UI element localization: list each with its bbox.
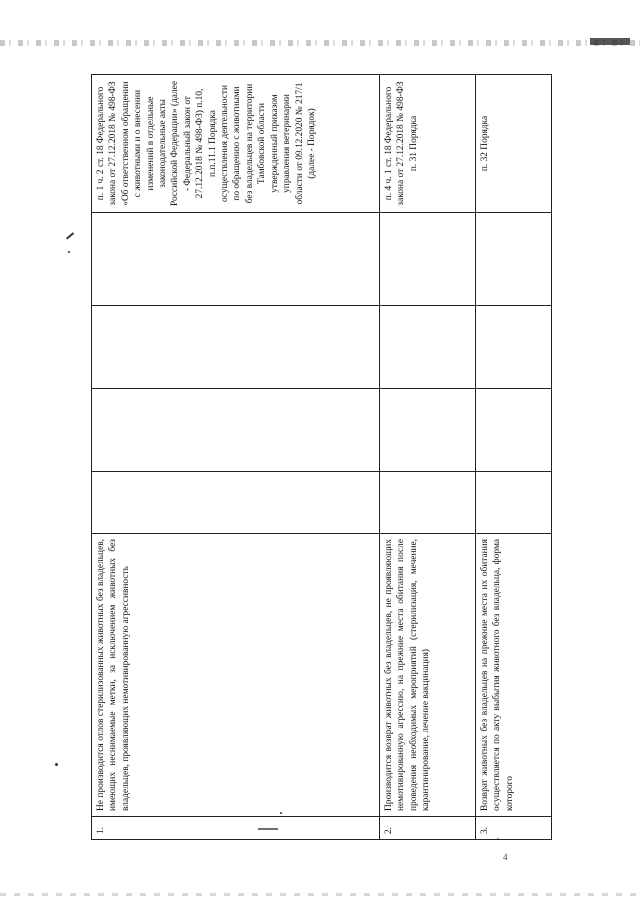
empty-cell <box>92 213 380 306</box>
legal-reference: п. 1 ч. 2 ст. 18 Федерального закона от 27.12.2018 № 498-ФЗ «Об ответственном обращении с животными и о внесении изменений в отдельные законодательные акты Российской Федерации» (далее - Федеральный закон от 27.12.2018 № 498-ФЗ) п.10, п.п.11.1 Порядка осуществления деятельности по обращению с животными без владельцев на территории Тамбовской области утвержденный приказом управления ветеринарии области от 09.12.2020 № 217/1 (далее - Порядок) <box>92 75 380 213</box>
row-number: 1. <box>92 817 380 840</box>
row-number: 2. <box>380 817 476 840</box>
table-row <box>476 75 552 840</box>
empty-cell <box>476 472 552 534</box>
scan-speck <box>55 763 58 766</box>
scan-speck <box>68 251 70 253</box>
empty-cell <box>476 389 552 472</box>
table-row <box>92 75 380 840</box>
checklist-table <box>91 74 552 840</box>
empty-cell <box>92 389 380 472</box>
rotated-table-wrapper <box>91 75 551 840</box>
empty-cell <box>380 213 476 306</box>
row-number: 3. <box>476 817 552 840</box>
pen-mark <box>66 232 74 239</box>
empty-cell <box>92 306 380 389</box>
scan-speck <box>497 838 499 840</box>
legal-reference: п. 4 ч. 1 ст. 18 Федерального закона от 27.12.2018 № 498-ФЗ п. 31 Порядка <box>380 75 476 213</box>
scan-smudge <box>258 828 278 830</box>
scan-artifact-top <box>0 40 640 46</box>
requirement-text: Возврат животных без владельцев на прежние места их обитания осуществляется по акту выбытия животного без владельца, форма которого <box>476 534 552 817</box>
scan-artifact-top-dark <box>590 38 630 45</box>
empty-cell <box>380 306 476 389</box>
empty-cell <box>476 306 552 389</box>
legal-reference: п. 32 Порядка <box>476 75 552 213</box>
empty-cell <box>476 213 552 306</box>
requirement-text: Не производится отлов стерилизованных животных без владельцев, имеющих неснимаемые метки, за исключением животных без владельцев, проявляющих немотивированную агрессивность <box>92 534 380 817</box>
empty-cell <box>380 389 476 472</box>
scan-speck <box>280 812 282 814</box>
requirement-text: Производится возврат животных без владельцев, не проявляющих немотивированную агрессию, на прежние места обитания после проведения необходимых мероприятий (стерилизация, мечение, карантинирование, лечение вакцинация) <box>380 534 476 817</box>
empty-cell <box>92 472 380 534</box>
footer-mark: 4 <box>503 852 508 862</box>
scan-artifact-bottom <box>0 893 640 896</box>
empty-cell <box>380 472 476 534</box>
table-row <box>380 75 476 840</box>
rotated-table-stage <box>91 75 551 840</box>
